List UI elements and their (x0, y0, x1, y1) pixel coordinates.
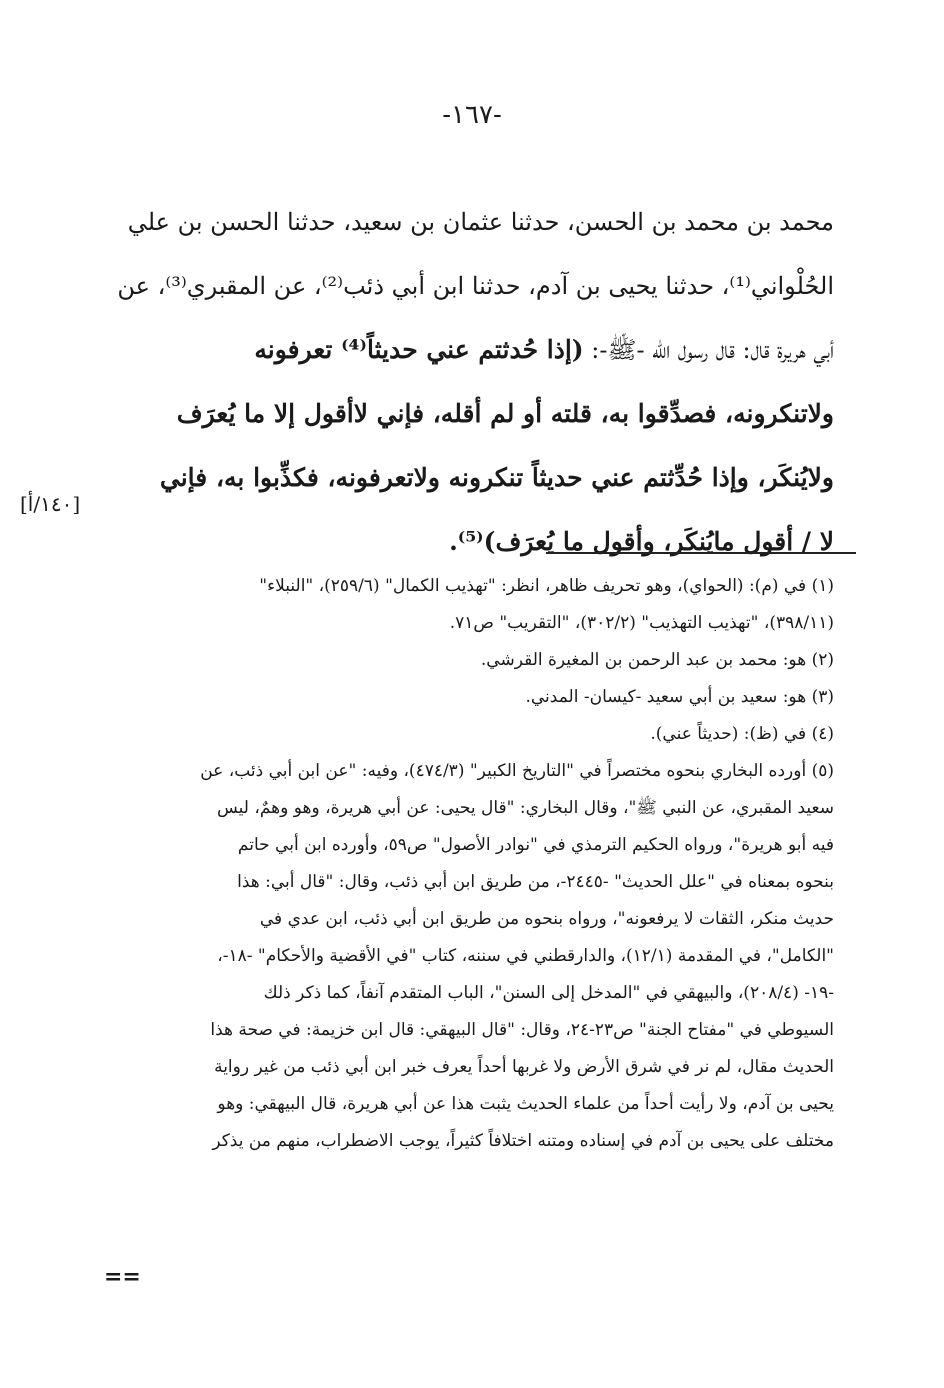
footnote-line-7: سعيد المقبري، عن النبي ﷺ"، وقال البخاري: "قال يحيى: عن أبي هريرة، وهو وهمٌ، ليس (216, 798, 834, 818)
footnote-line-16: مختلف على يحيى بن آدم في إسناده ومتنه اختلافاً كثيراً، يوجب الاضطراب، منهم من يذكر (212, 1131, 834, 1151)
main-text-line-2: الحُلْواني⁽¹⁾، حدثنا يحيى بن آدم، حدثنا ابن أبي ذئب⁽²⁾، عن المقبري⁽³⁾، عن (117, 272, 834, 300)
main-text-line-6: لا / أقول مايُنكَر، وأقول ما يُعرَف)⁽⁵⁾. (449, 527, 834, 556)
footnote-line-11: "الكامل"، في المقدمة (١٢/١)، والدارقطني في سننه، كتاب "في الأقضية والأحكام" -١٨-، (217, 946, 834, 966)
main-text-line-3-bold: (إذا حُدثتم عني حديثاً⁽⁴⁾ تعرفونه (254, 335, 584, 364)
footnote-line-8: فيه أبو هريرة"، ورواه الحكيم الترمذي في "نوادر الأصول" ص٥٩، وأورده ابن أبي حاتم (237, 835, 834, 855)
main-text-line-1: محمد بن محمد بن الحسن، حدثنا عثمان بن سعيد، حدثنا الحسن بن علي (127, 208, 834, 236)
continuation-mark: == (104, 1264, 141, 1290)
page-number: -١٦٧- (442, 100, 502, 130)
manuscript-folio-reference: [١٤٠/أ] (20, 492, 81, 516)
footnotes (104, 568, 834, 1160)
footnote-line-2: (٣٩٨/١١)، "تهذيب التهذيب" (٣٠٢/٢)، "التقريب" ص٧١. (449, 613, 834, 633)
footnote-line-13: السيوطي في "مفتاح الجنة" ص٢٣-٢٤، وقال: "قال البيهقي: قال ابن خزيمة: في صحة هذا (210, 1020, 834, 1040)
footnote-line-4: (٣) هو: سعيد بن أبي سعيد -كيسان- المدني. (525, 687, 834, 707)
footnote-line-14: الحديث مقال، لم نر في شرق الأرض ولا غربها أحداً يعرف خبر ابن أبي ذئب من غير رواية (214, 1057, 834, 1077)
footnote-line-1: (١) في (م): (الحواي)، وهو تحريف ظاهر، انظر: "تهذيب الكمال" (٢٥٩/٦)، "النبلاء" (259, 576, 834, 596)
main-text-line-4: ولاتنكرونه، فصدِّقوا به، قلته أو لم أقله، فإني لاأقول إلا ما يُعرَف (176, 399, 834, 428)
footnote-line-3: (٢) هو: محمد بن عبد الرحمن بن المغيرة القرشي. (480, 650, 834, 670)
footnote-line-15: يحيى بن آدم، ولا رأيت أحداً من علماء الحديث يثبت هذا عن أبي هريرة، قال البيهقي: وهو (217, 1094, 834, 1114)
footnote-line-6: (٥) أورده البخاري بنحوه مختصراً في "التاريخ الكبير" (٤٧٤/٣)، وفيه: "عن ابن أبي ذئب، عن (200, 761, 834, 781)
footnote-line-5: (٤) في (ظ): (حديثاً عني). (650, 724, 834, 744)
footnote-separator-rule (546, 552, 856, 554)
main-text-line-5: ولايُنكَر، وإذا حُدِّثتم عني حديثاً تنكرونه ولاتعرفونه، فكذِّبوا به، فإني (159, 463, 834, 492)
footnote-line-12: -١٩- (٢٠٨/٤)، والبيهقي في "المدخل إلى السنن"، الباب المتقدم آنفاً، كما ذكر ذلك (263, 983, 834, 1003)
main-text (104, 190, 834, 574)
main-text-line-3 (104, 318, 834, 382)
footnote-line-10: حديث منكر، الثقات لا يرفعونه"، ورواه بنحوه من طريق ابن أبي ذئب، ابن عدي في (259, 909, 834, 929)
main-text-line-3-plain: أبي هريرة قال: قال رسول الله -ﷺ-: (583, 336, 834, 364)
footnote-line-9: بنحوه بمعناه في "علل الحديث" -٢٤٤٥-، من طريق ابن أبي ذئب، وقال: "قال أبي: هذا (237, 872, 834, 892)
